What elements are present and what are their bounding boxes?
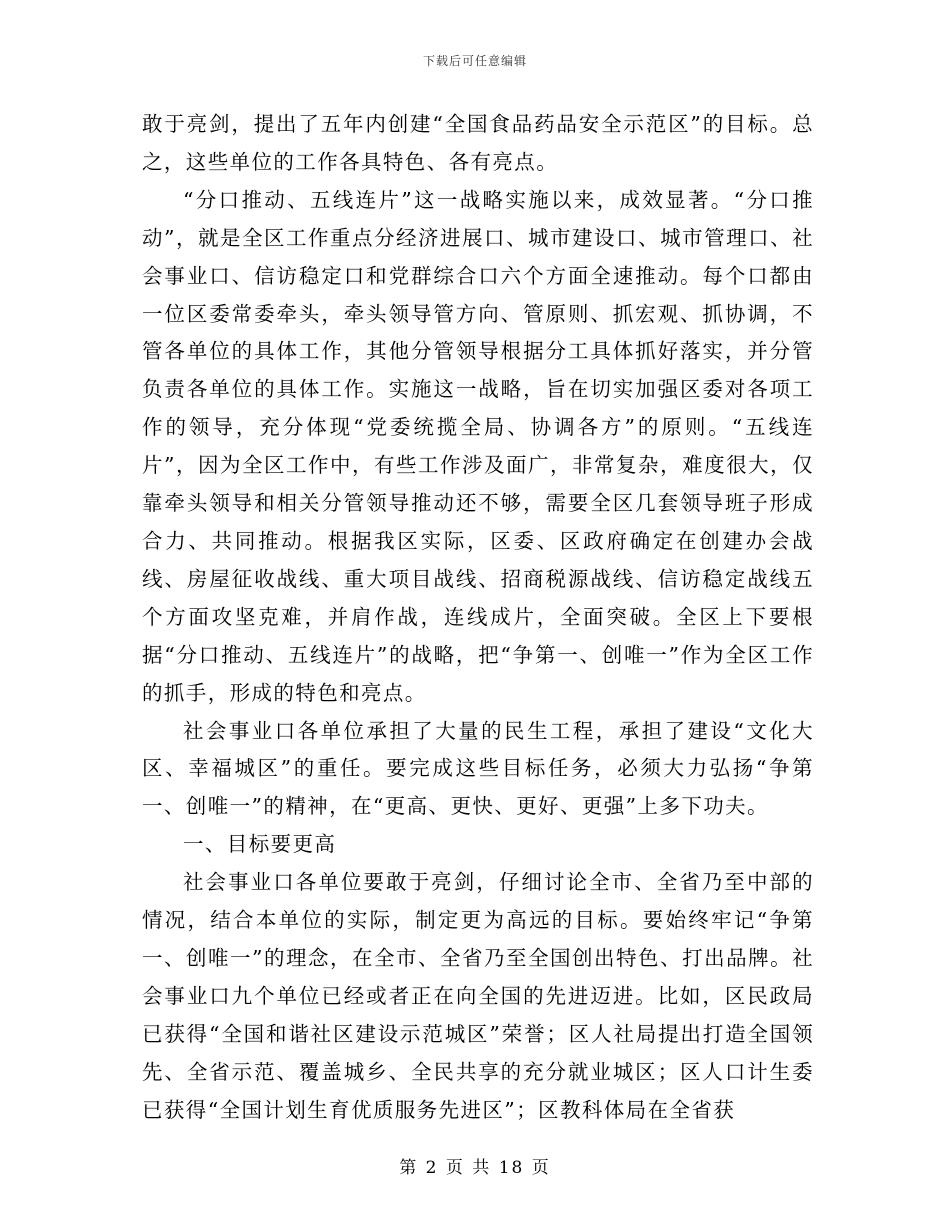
page-header-note: 下载后可任意编辑 xyxy=(422,54,527,68)
paragraph-strategy: “分口推动、五线连片”这一战略实施以来，成效显著。“分口推动”，就是全区工作重点分经济进展口、城市建设口、城市管理口、社会事业口、信访稳定口和党群综合口六个方面全速推动。每个口都由一位区委常委牵头，牵头领导管方向、管原则、抓宏观、抓协调，不管各单位的具体工作，其他分管领导根据分工具体抓好落实，并分管负责各单位的具体工作。实施这一战略，旨在切实加强区委对各项工作的领导，充分体现“党委统揽全局、协调各方”的原则。“五线连片”，因为全区工作中，有些工作涉及面广，非常复杂，难度很大，仅靠牵头领导和相关分管领导推动还不够，需要全区几套领导班子形成合力、共同推动。根据我区实际，区委、区政府确定在创建办会战线、房屋征收战线、重大项目战线、招商税源战线、信访稳定战线五个方面攻坚克难，并肩作战，连线成片，全面突破。全区上下要根据“分口推动、五线连片”的战略，把“争第一、创唯一”作为全区工作的抓手，形成的特色和亮点。 xyxy=(142,187,814,705)
paragraph-social-affairs: 社会事业口各单位承担了大量的民生工程，承担了建设“文化大区、幸福城区”的重任。要完成这些目标任务，必须大力弘扬“争第一、创唯一”的精神，在“更高、更快、更好、更强”上多下功夫。 xyxy=(142,718,814,819)
section-heading-goals: 一、目标要更高 xyxy=(183,832,337,857)
document-body xyxy=(142,106,814,1129)
page-number: 第 2 页 共 18 页 xyxy=(399,1158,551,1178)
paragraph-continuation: 敢于亮剑，提出了五年内创建“全国食品药品安全示范区”的目标。总之，这些单位的工作各具特色、各有亮点。 xyxy=(142,112,814,174)
paragraph-goals: 社会事业口各单位要敢于亮剑，仔细讨论全市、全省乃至中部的情况，结合本单位的实际，制定更为高远的目标。要始终牢记“争第一、创唯一”的理念，在全市、全省乃至全国创出特色、打出品牌。社会事业口九个单位已经或者正在向全国的先进迈进。比如，区民政局已获得“全国和谐社区建设示范城区”荣誉；区人社局提出打造全国领先、全省示范、覆盖城乡、全民共享的充分就业城区；区人口计生委已获得“全国计划生育优质服务先进区”；区教科体局在全省获 xyxy=(142,870,814,1122)
